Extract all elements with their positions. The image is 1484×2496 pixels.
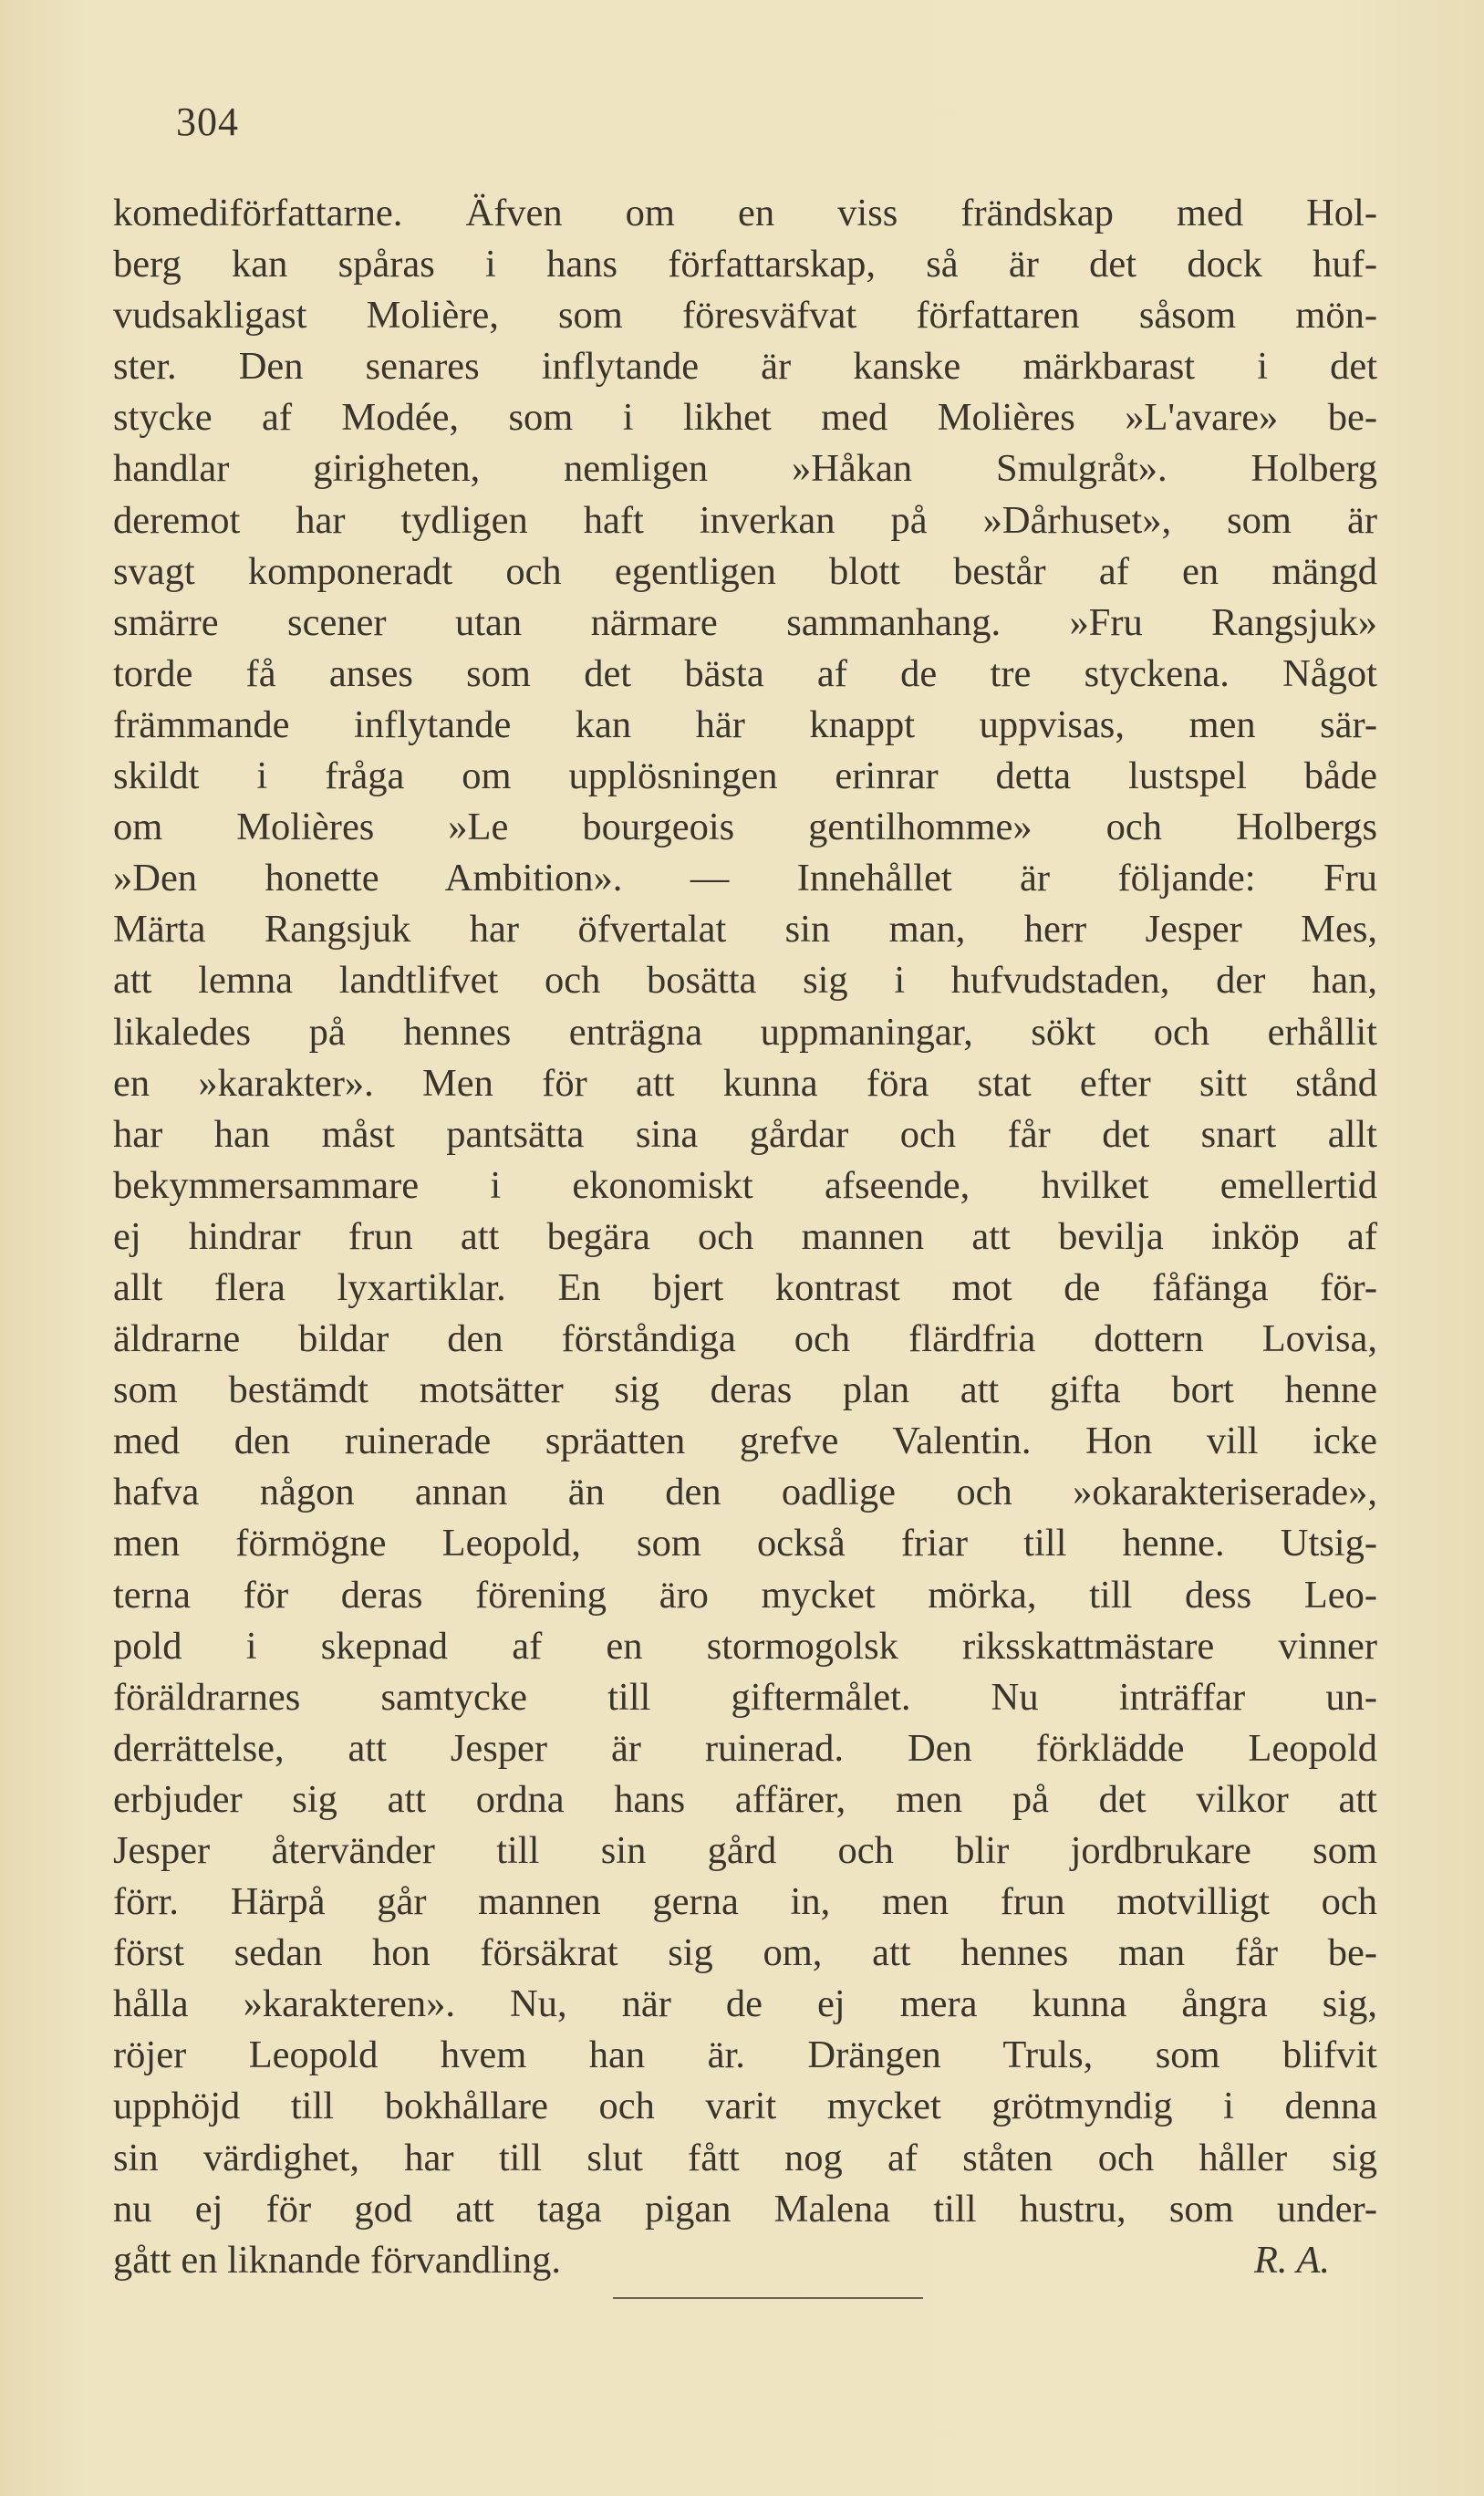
text-line: hålla »karakteren». Nu, när de ej mera kunna ångra sig,: [113, 1982, 1377, 2026]
text-line: hafva någon annan än den oadlige och »okarakteriserade»,: [113, 1471, 1377, 1514]
text-line: Jesper återvänder till sin gård och blir jordbrukare som: [113, 1829, 1377, 1872]
text-line: ster. Den senares inflytande är kanske märkbarast i det: [113, 345, 1377, 389]
author-signature: R. A.: [1253, 2238, 1330, 2282]
text-line: sin värdighet, har till slut fått nog af ståten och håller sig: [113, 2136, 1377, 2179]
text-line: likaledes på hennes enträgna uppmaningar, sökt och erhållit: [113, 1010, 1377, 1054]
text-line: först sedan hon försäkrat sig om, att hennes man får be-: [113, 1931, 1377, 1975]
final-line-text: gått en liknande förvandling.: [113, 2238, 561, 2282]
footer-rule: [613, 2297, 923, 2299]
text-line: en »karakter». Men för att kunna föra stat efter sitt stånd: [113, 1061, 1377, 1105]
text-line: röjer Leopold hvem han är. Drängen Truls, som blifvit: [113, 2033, 1377, 2077]
text-line: stycke af Modée, som i likhet med Molières »L'avare» be-: [113, 396, 1377, 440]
text-line: skildt i fråga om upplösningen erinrar detta lustspel både: [113, 754, 1377, 798]
page-number: 304: [176, 99, 239, 144]
text-line: svagt komponeradt och egentligen blott består af en mängd: [113, 549, 1377, 593]
text-line: bekymmersammare i ekonomiskt afseende, hvilket emellertid: [113, 1163, 1377, 1207]
text-line: handlar girigheten, nemligen »Håkan Smulgråt». Holberg: [113, 447, 1377, 491]
text-line: »Den honette Ambition». — Innehållet är följande: Fru: [113, 857, 1377, 900]
text-line: har han måst pantsätta sina gårdar och får det snart allt: [113, 1112, 1377, 1156]
text-line: som bestämdt motsätter sig deras plan att gifta bort henne: [113, 1368, 1377, 1412]
text-line: främmande inflytande kan här knappt uppvisas, men sär-: [113, 702, 1377, 746]
text-line: torde få anses som det bästa af de tre styckena. Något: [113, 651, 1377, 695]
text-line: med den ruinerade spräatten grefve Valentin. Hon vill icke: [113, 1420, 1377, 1463]
text-line: smärre scener utan närmare sammanhang. »Fru Rangsjuk»: [113, 600, 1377, 644]
text-line: pold i skepnad af en stormogolsk riksskattmästare vinner: [113, 1624, 1377, 1668]
text-line: upphöjd till bokhållare och varit mycket grötmyndig i denna: [113, 2085, 1377, 2128]
text-line: men förmögne Leopold, som också friar till henne. Utsig-: [113, 1522, 1377, 1565]
text-line: derrättelse, att Jesper är ruinerad. Den förklädde Leopold: [113, 1726, 1377, 1770]
body-text: [113, 188, 1377, 2286]
text-line: allt flera lyxartiklar. En bjert kontrast mot de fåfänga för-: [113, 1265, 1377, 1309]
text-line: att lemna landtlifvet och bosätta sig i hufvudstaden, der han,: [113, 959, 1377, 1003]
text-line: komediförfattarne. Äfven om en viss frändskap med Hol-: [113, 192, 1377, 234]
text-line: ej hindrar frun att begära och mannen att bevilja inköp af: [113, 1214, 1377, 1258]
text-line: deremot har tydligen haft inverkan på »Dårhuset», som är: [113, 498, 1377, 542]
text-line: nu ej för god att taga pigan Malena till hustru, som under-: [113, 2187, 1377, 2231]
text-line: terna för deras förening äro mycket mörka, till dess Leo-: [113, 1573, 1377, 1617]
text-line: Märta Rangsjuk har öfvertalat sin man, herr Jesper Mes,: [113, 908, 1377, 952]
text-line: vudsakligast Molière, som föresväfvat författaren såsom mön-: [113, 294, 1377, 338]
text-line: föräldrarnes samtycke till giftermålet. Nu inträffar un-: [113, 1675, 1377, 1719]
text-line: berg kan spåras i hans författarskap, så är det dock huf-: [113, 243, 1377, 286]
text-line: äldrarne bildar den förståndiga och flärdfria dottern Lovisa,: [113, 1317, 1377, 1361]
text-line: förr. Härpå går mannen gerna in, men frun motvilligt och: [113, 1880, 1377, 1924]
text-line-final: [113, 2235, 1377, 2286]
text-line: erbjuder sig att ordna hans affärer, men på det vilkor att: [113, 1777, 1377, 1821]
text-line: om Molières »Le bourgeois gentilhomme» och Holbergs: [113, 806, 1377, 849]
